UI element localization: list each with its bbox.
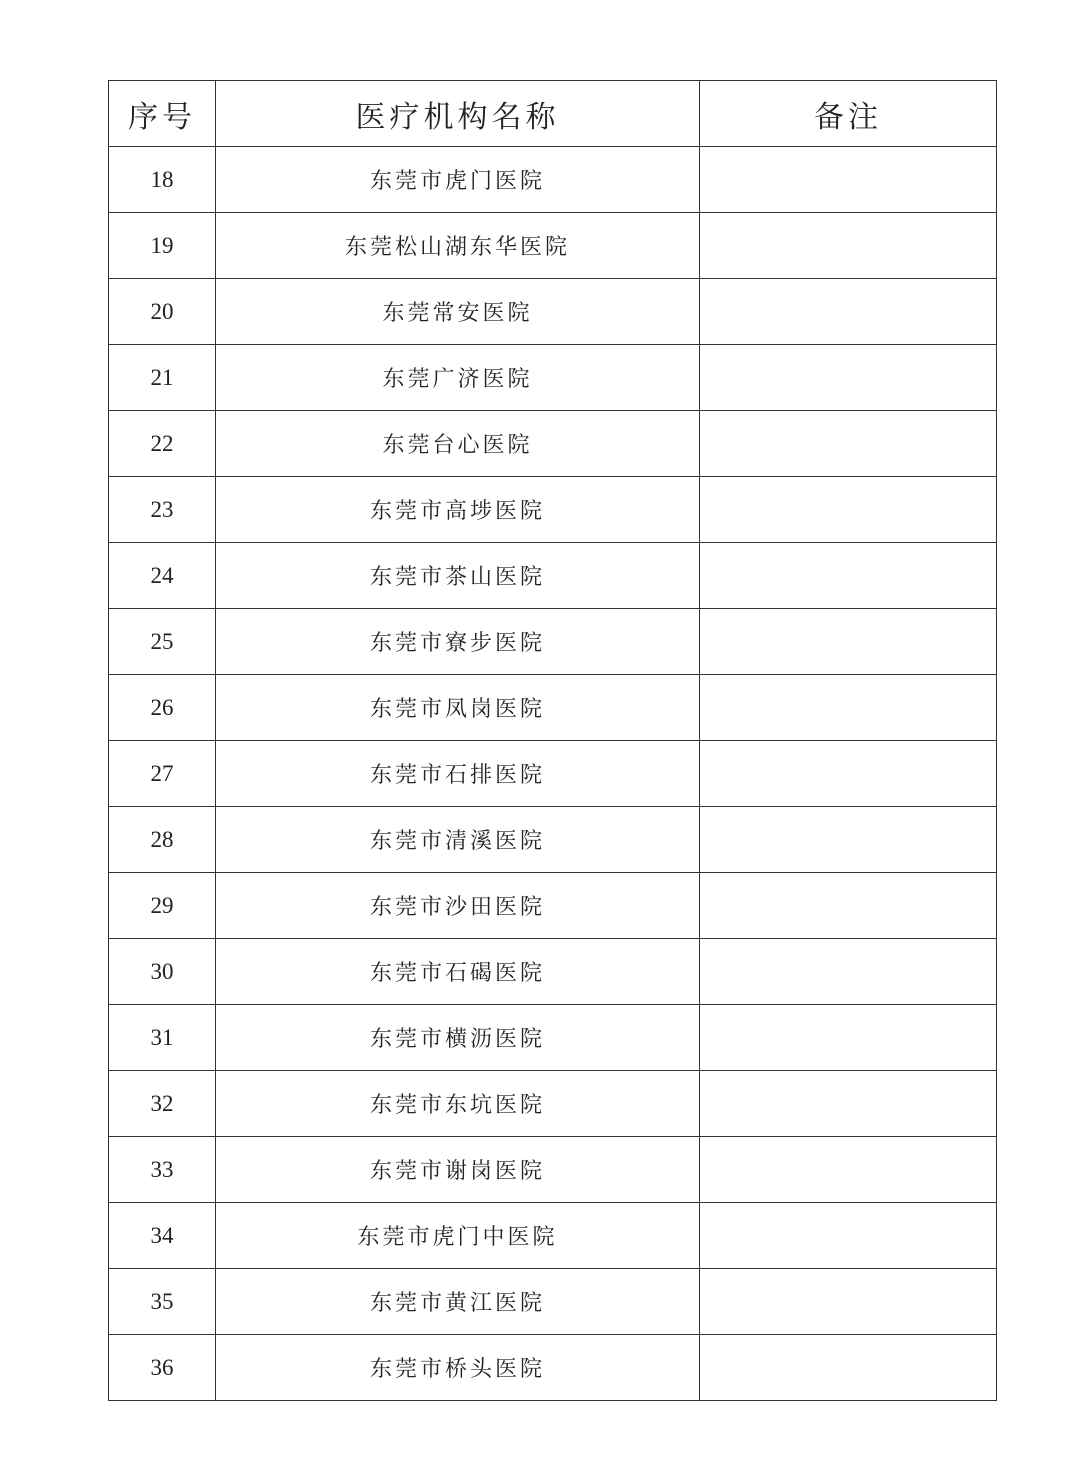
table-row [109, 675, 997, 741]
hospital-table [108, 80, 997, 1401]
remarks-cell [700, 1005, 997, 1071]
table-row [109, 1203, 997, 1269]
serial-number-cell: 35 [109, 1269, 216, 1335]
institution-name-cell: 东莞市沙田医院 [216, 873, 700, 939]
header-remarks: 备注 [700, 81, 997, 147]
table-body [109, 147, 997, 1401]
serial-number-cell: 25 [109, 609, 216, 675]
serial-number-cell: 20 [109, 279, 216, 345]
header-serial-number: 序号 [109, 81, 216, 147]
remarks-cell [700, 1137, 997, 1203]
table-row [109, 345, 997, 411]
header-institution-name: 医疗机构名称 [216, 81, 700, 147]
table-row [109, 873, 997, 939]
remarks-cell [700, 807, 997, 873]
table-row [109, 1071, 997, 1137]
institution-name-cell: 东莞市寮步医院 [216, 609, 700, 675]
table-row [109, 213, 997, 279]
table-row [109, 147, 997, 213]
table-row [109, 939, 997, 1005]
remarks-cell [700, 1203, 997, 1269]
serial-number-cell: 21 [109, 345, 216, 411]
table-row [109, 1335, 997, 1401]
serial-number-cell: 33 [109, 1137, 216, 1203]
remarks-cell [700, 741, 997, 807]
serial-number-cell: 29 [109, 873, 216, 939]
serial-number-cell: 18 [109, 147, 216, 213]
remarks-cell [700, 939, 997, 1005]
remarks-cell [700, 345, 997, 411]
table-row [109, 1269, 997, 1335]
remarks-cell [700, 609, 997, 675]
serial-number-cell: 19 [109, 213, 216, 279]
remarks-cell [700, 147, 997, 213]
table-header-row [109, 81, 997, 147]
serial-number-cell: 31 [109, 1005, 216, 1071]
institution-name-cell: 东莞市虎门中医院 [216, 1203, 700, 1269]
table-row [109, 279, 997, 345]
remarks-cell [700, 543, 997, 609]
institution-name-cell: 东莞松山湖东华医院 [216, 213, 700, 279]
institution-name-cell: 东莞广济医院 [216, 345, 700, 411]
institution-name-cell: 东莞市横沥医院 [216, 1005, 700, 1071]
institution-name-cell: 东莞常安医院 [216, 279, 700, 345]
serial-number-cell: 30 [109, 939, 216, 1005]
remarks-cell [700, 477, 997, 543]
remarks-cell [700, 873, 997, 939]
remarks-cell [700, 213, 997, 279]
remarks-cell [700, 411, 997, 477]
remarks-cell [700, 1335, 997, 1401]
table-row [109, 543, 997, 609]
institution-name-cell: 东莞市高埗医院 [216, 477, 700, 543]
remarks-cell [700, 1071, 997, 1137]
table-row [109, 609, 997, 675]
table-row [109, 1137, 997, 1203]
institution-name-cell: 东莞市虎门医院 [216, 147, 700, 213]
serial-number-cell: 23 [109, 477, 216, 543]
serial-number-cell: 28 [109, 807, 216, 873]
institution-name-cell: 东莞市谢岗医院 [216, 1137, 700, 1203]
serial-number-cell: 36 [109, 1335, 216, 1401]
serial-number-cell: 24 [109, 543, 216, 609]
serial-number-cell: 34 [109, 1203, 216, 1269]
table-row [109, 477, 997, 543]
institution-name-cell: 东莞市清溪医院 [216, 807, 700, 873]
institution-name-cell: 东莞市桥头医院 [216, 1335, 700, 1401]
institution-name-cell: 东莞市黄江医院 [216, 1269, 700, 1335]
remarks-cell [700, 675, 997, 741]
remarks-cell [700, 279, 997, 345]
table-row [109, 1005, 997, 1071]
remarks-cell [700, 1269, 997, 1335]
serial-number-cell: 27 [109, 741, 216, 807]
institution-name-cell: 东莞市石排医院 [216, 741, 700, 807]
serial-number-cell: 26 [109, 675, 216, 741]
table-row [109, 807, 997, 873]
institution-name-cell: 东莞台心医院 [216, 411, 700, 477]
table-row [109, 741, 997, 807]
institution-name-cell: 东莞市石碣医院 [216, 939, 700, 1005]
institution-name-cell: 东莞市凤岗医院 [216, 675, 700, 741]
serial-number-cell: 22 [109, 411, 216, 477]
institution-name-cell: 东莞市茶山医院 [216, 543, 700, 609]
institution-name-cell: 东莞市东坑医院 [216, 1071, 700, 1137]
table-row [109, 411, 997, 477]
serial-number-cell: 32 [109, 1071, 216, 1137]
